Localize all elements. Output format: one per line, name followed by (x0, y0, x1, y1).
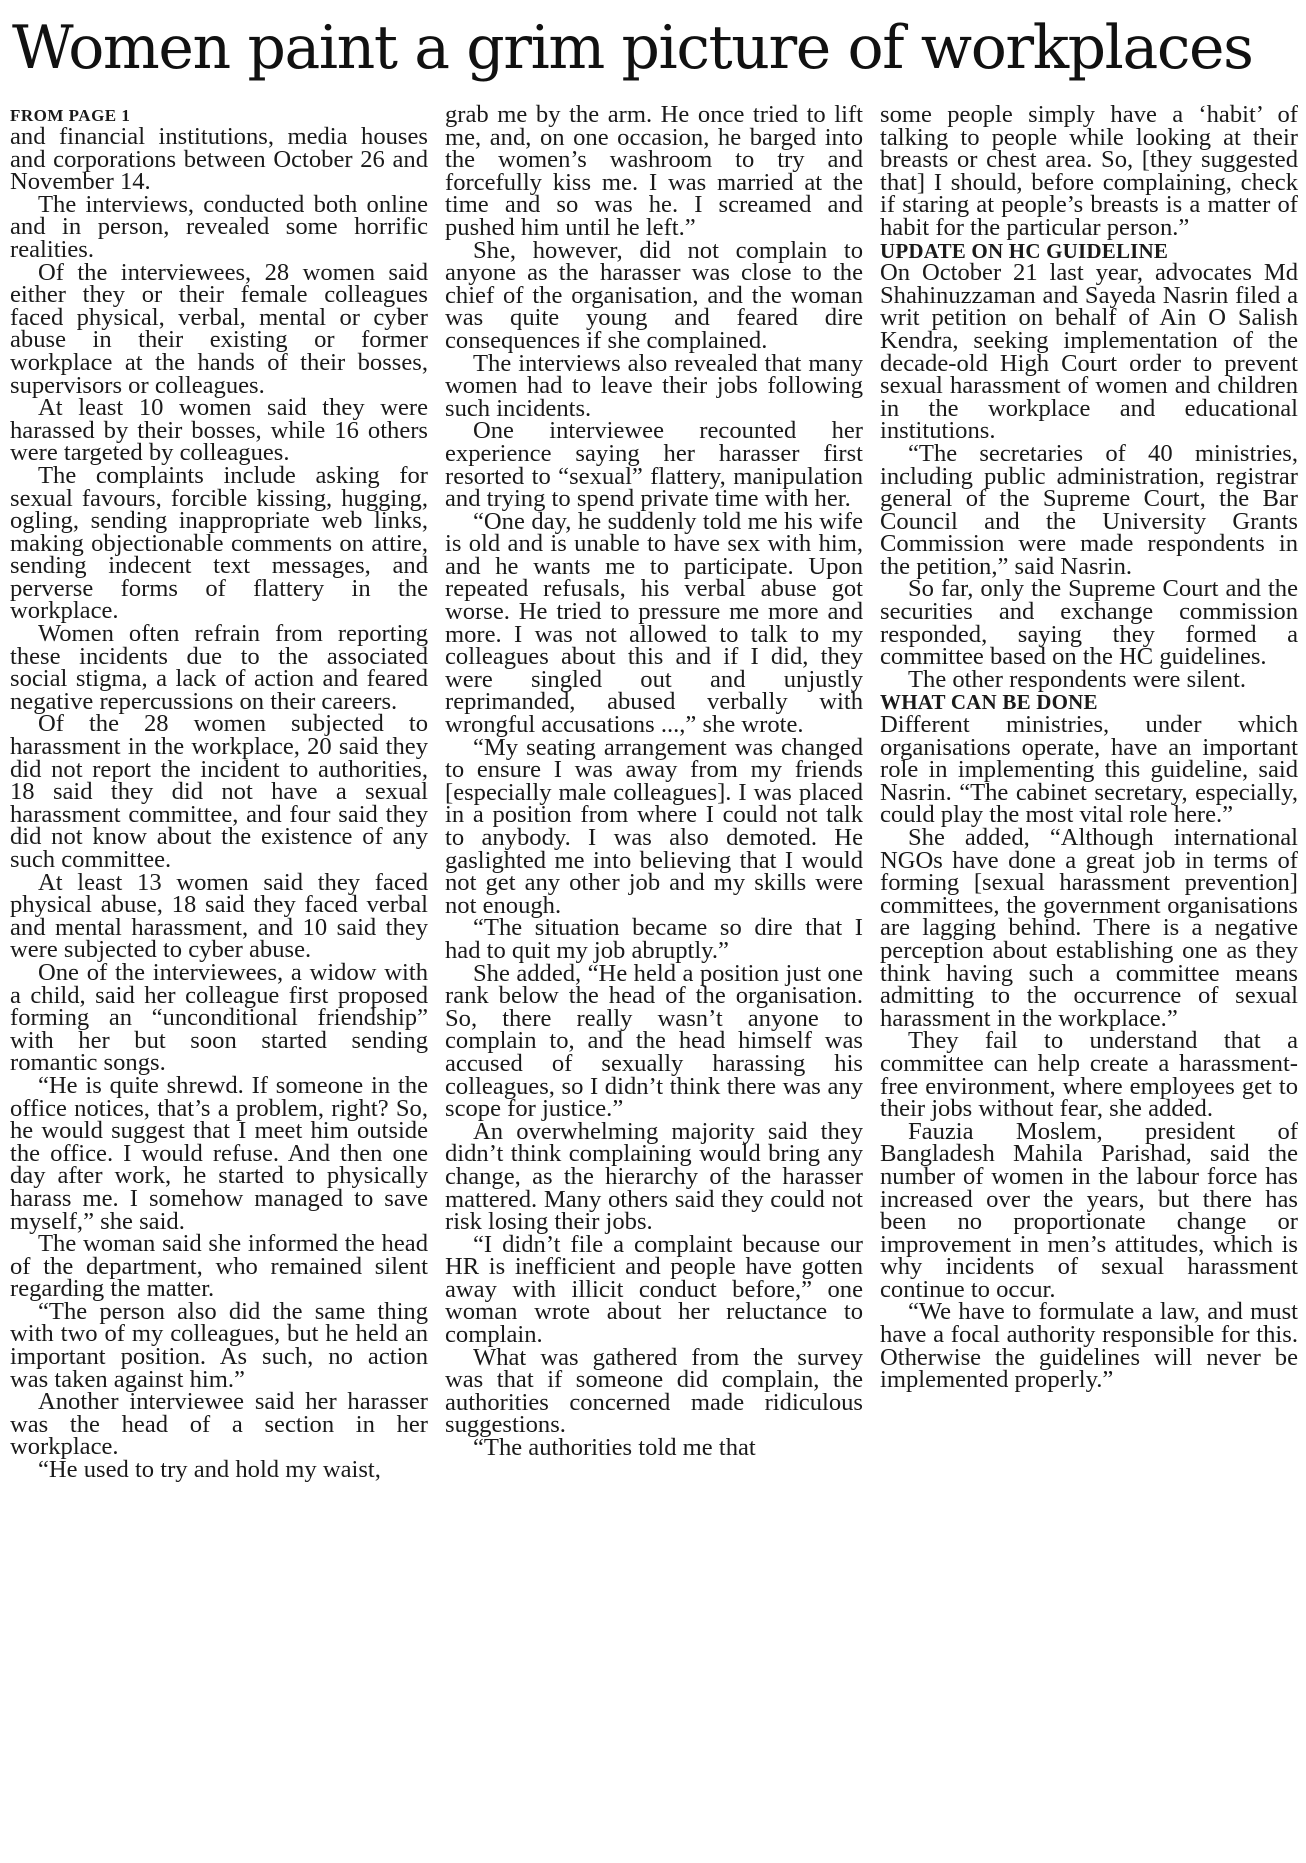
paragraph: Another interviewee said her harasser was the head of a section in her workplace. (10, 1388, 428, 1461)
paragraph: Of the 28 women subjected to harassment in the workplace, 20 said they did not report the incident to authorities, 18 said they did not have a sexual harassment committee, and four said they did not know about the existence of any such committee. (10, 710, 428, 873)
from-page-kicker: FROM PAGE 1 (10, 106, 131, 125)
paragraph: She added, “He held a position just one rank below the head of the organisation. So, there really wasn’t anyone to complain to, and the head himself was accused of sexually harassing his colleagues, so I didn’t think there was any scope for justice.” (445, 959, 863, 1123)
paragraph: The complaints include asking for sexual favours, forcible kissing, hugging, ogling, sending inappropriate web links, making objectionable comments on attire, sending indecent text messages, and perverse forms of flattery in the workplace. (10, 461, 428, 625)
subhead-what-can-be-done: WHAT CAN BE DONE (880, 690, 1098, 715)
paragraph: grab me by the arm. He once tried to lift me, and, on one occasion, he barged into the women’s washroom to try and forcefully kiss me. I was married at the time and so was he. I screamed and pushed him until he left.” (445, 101, 863, 241)
paragraph: She added, “Although international NGOs have done a great job in terms of forming [sexual harassment prevention] committees, the government organisations are lagging behind. There is a negative perception about establishing one as they think having such a committee means admitting to the occurrence of sexual harassment in the workplace.” (880, 824, 1298, 1032)
paragraph: On October 21 last year, advocates Md Shahinuzzaman and Sayeda Nasrin filed a writ petition on behalf of Ain O Salish Kendra, seeking implementation of the decade-old High Court order to prevent sexual harassment of women and children in the workplace and educational institutions. (880, 259, 1298, 445)
paragraph: some people simply have a ‘habit’ of talking to people while looking at their breasts or chest area. So, [they suggested that] I should, before complaining, check if staring at people’s breasts is a matter of habit for the particular person.” (880, 101, 1298, 241)
paragraph: “My seating arrangement was changed to ensure I was away from my friends [especially male colleagues]. I was placed in a position from where I could not talk to anybody. I was also demoted. He gaslighted me into believing that I would not get any other job and my skills were not enough. (445, 733, 863, 919)
paragraph: Fauzia Moslem, president of Bangladesh Mahila Parishad, said the number of women in the labour force has increased over the years, but there has been no proportionate change or improvement in men’s attitudes, which is why incidents of sexual harassment continue to occur. (880, 1117, 1298, 1303)
article-column-3 (880, 101, 1298, 1394)
paragraph: “The person also did the same thing with two of my colleagues, but he held an important position. As such, no action was taken against him.” (10, 1297, 428, 1393)
headline: Women paint a grim picture of workplaces (12, 13, 1253, 83)
paragraph: One of the interviewees, a widow with a child, said her colleague first proposed forming an “unconditional friendship” with her but soon started sending romantic songs. (10, 958, 428, 1077)
paragraph: At least 10 women said they were harassed by their bosses, while 16 others were targeted by colleagues. (10, 394, 428, 467)
paragraph: “He is quite shrewd. If someone in the office notices, that’s a problem, right? So, he would suggest that I meet him outside the office. I would refuse. And then one day after work, he started to physically harass me. I somehow managed to save myself,” she said. (10, 1071, 428, 1235)
paragraph: What was gathered from the survey was that if someone did complain, the authorities concerned made ridiculous suggestions. (445, 1343, 863, 1439)
article-column-1 (10, 106, 428, 1482)
subhead-hc-guideline: UPDATE ON HC GUIDELINE (880, 238, 1169, 263)
paragraph: “He used to try and hold my waist, (38, 1456, 381, 1484)
paragraph: and financial institutions, media houses and corporations between October 26 and November 14. (10, 123, 428, 196)
paragraph: Of the interviewees, 28 women said either they or their female colleagues faced physical, verbal, mental or cyber abuse in their existing or former workplace at the hands of their bosses, supervisors or colleagues. (10, 258, 428, 399)
paragraph: At least 13 women said they faced physical abuse, 18 said they faced verbal and mental harassment, and 10 said they were subjected to cyber abuse. (10, 868, 428, 964)
paragraph: The other respondents were silent. (908, 665, 1247, 693)
paragraph: The woman said she informed the head of the department, who remained silent regarding the matter. (10, 1230, 428, 1303)
paragraph: She, however, did not complain to anyone as the harasser was close to the chief of the organisation, and the woman was quite young and feared dire consequences if she complained. (445, 236, 863, 354)
paragraph: One interviewee recounted her experience saying her harasser first resorted to “sexual” flattery, manipulation and trying to spend private time with her. (445, 417, 863, 513)
paragraph: An overwhelming majority said they didn’t think complaining would bring any change, as the hierarchy of the harasser mattered. Many others said they could not risk losing their jobs. (445, 1117, 863, 1236)
paragraph: They fail to understand that a committee can help create a harassment-free environment, where employees get to their jobs without fear, she added. (880, 1027, 1298, 1123)
paragraph: “The situation became so dire that I had to quit my job abruptly.” (445, 914, 863, 964)
paragraph: “I didn’t file a complaint because our HR is inefficient and people have gotten away with illicit conduct before,” one woman wrote about her reluctance to complain. (445, 1230, 863, 1349)
paragraph: Women often refrain from reporting these incidents due to the associated social stigma, a lack of action and feared negative repercussions on their careers. (10, 620, 428, 715)
paragraph: The interviews also revealed that many women had to leave their jobs following such incidents. (445, 349, 863, 422)
paragraph: “The secretaries of 40 ministries, including public administration, registrar general of the Supreme Court, the Bar Council and the University Grants Commission were made respondents in the petition,” said Nasrin. (880, 439, 1298, 580)
article-column-2 (445, 101, 863, 1462)
paragraph: “One day, he suddenly told me his wife is old and is unable to have sex with him, and he wants me to participate. Upon repeated refusals, his verbal abuse got worse. He tried to pressure me more and more. I was not allowed to talk to my colleagues about this and if I did, they were singled out and unjustly reprimanded, abused verbally with wrongful accusations ...,” she wrote. (445, 507, 863, 739)
paragraph: “We have to formulate a law, and must have a focal authority responsible for this. Otherwise the guidelines will never be implemented properly.” (880, 1298, 1298, 1394)
paragraph: The interviews, conducted both online and in person, revealed some horrific realities. (10, 190, 428, 263)
paragraph: So far, only the Supreme Court and the securities and exchange commission responded, saying they formed a committee based on the HC guidelines. (880, 575, 1298, 671)
paragraph: “The authorities told me that (473, 1434, 756, 1462)
paragraph: Different ministries, under which organisations operate, have an important role in implementing this guideline, said Nasrin. “The cabinet secretary, especially, could play the most vital role here.” (880, 711, 1298, 829)
